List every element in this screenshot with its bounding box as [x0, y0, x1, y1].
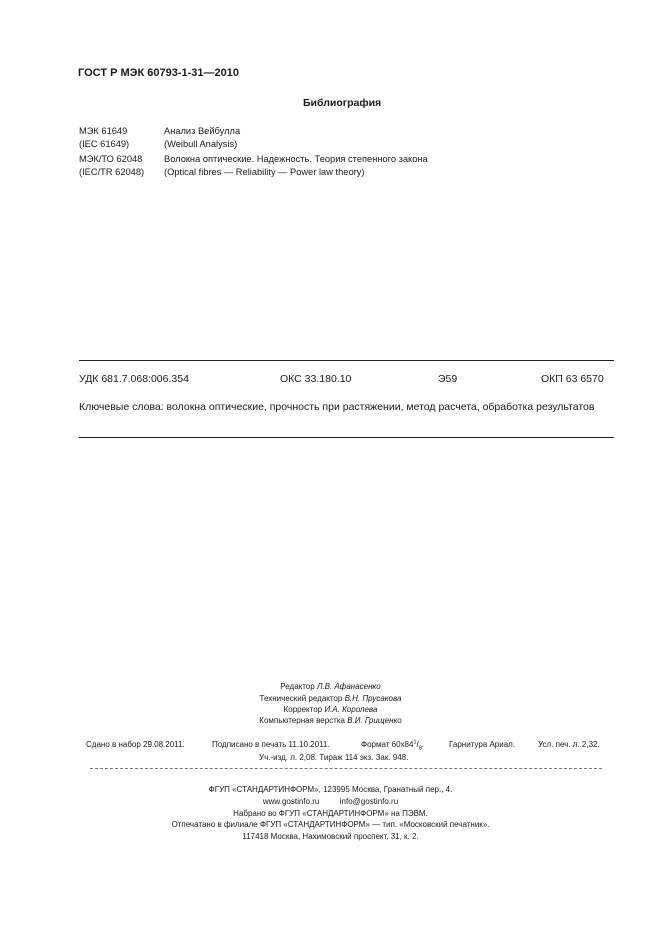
bib-title-ru: Волокна оптические. Надежность. Теория степенного закона [164, 154, 428, 164]
staff-role: Редактор [280, 682, 315, 691]
standard-id: ГОСТ Р МЭК 60793-1-31—2010 [78, 67, 239, 79]
publisher-line4: Отпечатано в филиале ФГУП «СТАНДАРТИНФОРМ» — тип. «Московский печатник». [171, 820, 490, 829]
staff-name: В.Н. Прусакова [344, 694, 402, 703]
okp-code: ОКП 63 6570 [541, 373, 604, 385]
staff-line [0, 705, 661, 714]
bib-title-en: (Weibull Analysis) [164, 139, 238, 149]
imprint-line2: Уч.-изд. л. 2,08. Тираж 114 экз. Зак. 948. [259, 753, 409, 762]
staff-role: Корректор [283, 705, 323, 714]
bib-entry-code [79, 125, 129, 151]
bibliography-title: Библиография [303, 97, 382, 109]
imprint-signed: Подписано в печать 11.10.2011. [212, 740, 330, 749]
bib-code-ru: МЭК 61649 [79, 126, 128, 136]
format-prefix: Формат 60х84 [361, 740, 414, 749]
staff-line [0, 694, 661, 703]
bib-code-en: (IEC 61649) [79, 139, 130, 149]
divider-top [79, 360, 614, 361]
publisher-line5: 117418 Москва, Нахимовский проспект, 31, к. 2. [242, 832, 419, 841]
dashed-divider [90, 768, 602, 769]
imprint-sent: Сдано в набор 29.08.2011. [86, 740, 185, 749]
staff-line [0, 716, 661, 725]
bib-title-en: (Optical fibres — Reliability — Power law theory) [164, 167, 365, 177]
bib-entry-title [164, 125, 240, 151]
e-code: Э59 [438, 373, 458, 385]
imprint-font: Гарнитура Ариал. [449, 740, 516, 749]
publisher-email[interactable]: info@gostinfo.ru [339, 797, 399, 806]
publisher-line1: ФГУП «СТАНДАРТИНФОРМ», 123995 Москва, Гранатный пер., 4. [208, 785, 453, 794]
divider-bottom [79, 437, 614, 438]
bib-title-ru: Анализ Вейбулла [164, 126, 241, 136]
bib-entry-title [164, 153, 428, 179]
publisher-contacts [0, 797, 661, 806]
staff-role: Технический редактор [259, 694, 343, 703]
publisher-site[interactable]: www.gostinfo.ru [262, 797, 320, 806]
udk-code: УДК 681.7.068:006.354 [79, 373, 189, 385]
staff-name: Л.В. Афанасенко [316, 682, 381, 691]
staff-name: И.А. Королева [324, 705, 378, 714]
bib-code-en: (IEC/TR 62048) [79, 167, 145, 177]
imprint-format: Формат $60х84^1/_8$. [361, 739, 425, 752]
keywords: Ключевые слова: волокна оптические, прочность при растяжении, метод расчета, обработка результатов [79, 401, 595, 413]
imprint-print-sheets: Усл. печ. л. 2,32. [538, 740, 600, 749]
format-denominator: 8 [418, 745, 422, 752]
publisher-line3: Набрано во ФГУП «СТАНДАРТИНФОРМ» на ПЭВМ. [233, 809, 428, 818]
bib-entry-code [79, 153, 144, 179]
staff-line [0, 682, 661, 691]
format-suffix: . [421, 740, 425, 749]
oks-code: ОКС 33.180.10 [280, 373, 352, 385]
staff-role: Компьютерная верстка [259, 716, 345, 725]
staff-name: В.И. Грищенко [347, 716, 402, 725]
format-numerator: 1 [413, 739, 417, 746]
bib-code-ru: МЭК/ТО 62048 [79, 154, 143, 164]
